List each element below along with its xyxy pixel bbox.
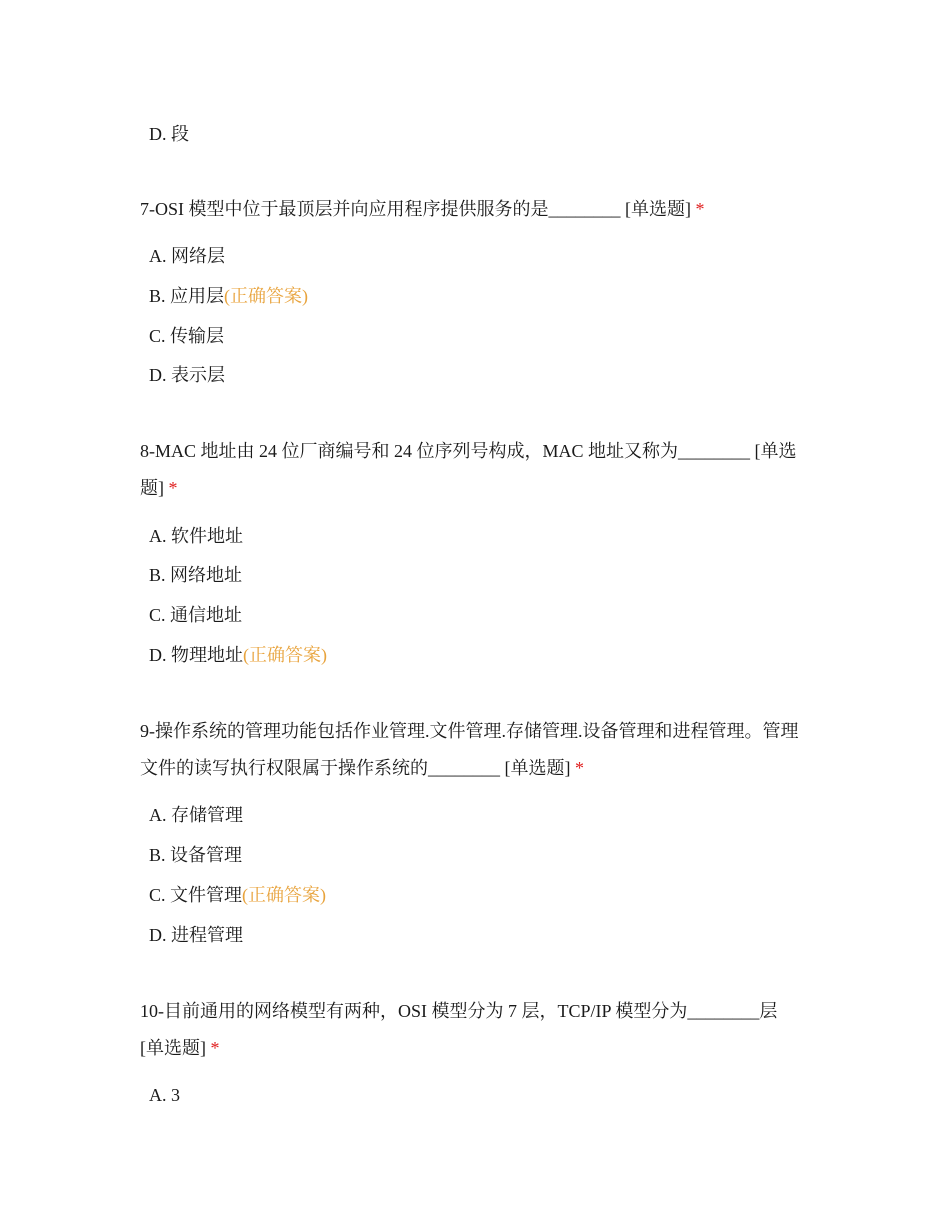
question-7-text: 7-OSI 模型中位于最顶层并向应用程序提供服务的是________ [单选题] <box>140 199 691 219</box>
required-mark: * <box>210 1038 220 1058</box>
q9-option-b: B. 设备管理 <box>149 845 243 865</box>
question-10 <box>140 993 805 1067</box>
question-10-text: 10-目前通用的网络模型有两种，OSI 模型分为 7 层，TCP/IP 模型分为________层 [单选题] <box>140 1001 778 1058</box>
q7-option-c: C. 传输层 <box>149 326 225 346</box>
question-8-text: 8-MAC 地址由 24 位厂商编号和 24 位序列号构成，MAC 地址又称为________ [单选题] <box>140 441 797 498</box>
question-9 <box>140 713 805 787</box>
question-7 <box>140 191 805 228</box>
correct-answer-tag: (正确答案) <box>224 286 309 306</box>
question-9-text: 9-操作系统的管理功能包括作业管理.文件管理.存储管理.设备管理和进程管理。管理文件的读写执行权限属于操作系统的________ [单选题] <box>140 721 799 778</box>
option-label: C. 文件管理 <box>149 885 243 905</box>
q6-option-d: D. 段 <box>149 124 189 144</box>
q9-option-c <box>149 883 326 907</box>
q7-option-a: A. 网络层 <box>149 246 225 266</box>
q8-option-a: A. 软件地址 <box>149 526 243 546</box>
option-label: B. 应用层 <box>149 286 225 306</box>
q10-option-a: A. 3 <box>149 1085 180 1105</box>
required-mark: * <box>695 199 705 219</box>
correct-answer-tag: (正确答案) <box>243 645 327 665</box>
q8-option-b: B. 网络地址 <box>149 565 243 585</box>
q9-option-a: A. 存储管理 <box>149 805 243 825</box>
required-mark: * <box>168 478 178 498</box>
q8-option-d <box>149 643 327 667</box>
question-8 <box>140 433 805 507</box>
required-mark: * <box>575 758 584 778</box>
option-label: D. 物理地址 <box>149 645 243 665</box>
q9-option-d: D. 进程管理 <box>149 925 243 945</box>
q8-option-c: C. 通信地址 <box>149 605 243 625</box>
correct-answer-tag: (正确答案) <box>242 885 327 905</box>
q7-option-d: D. 表示层 <box>149 365 225 385</box>
q7-option-b <box>149 284 308 308</box>
